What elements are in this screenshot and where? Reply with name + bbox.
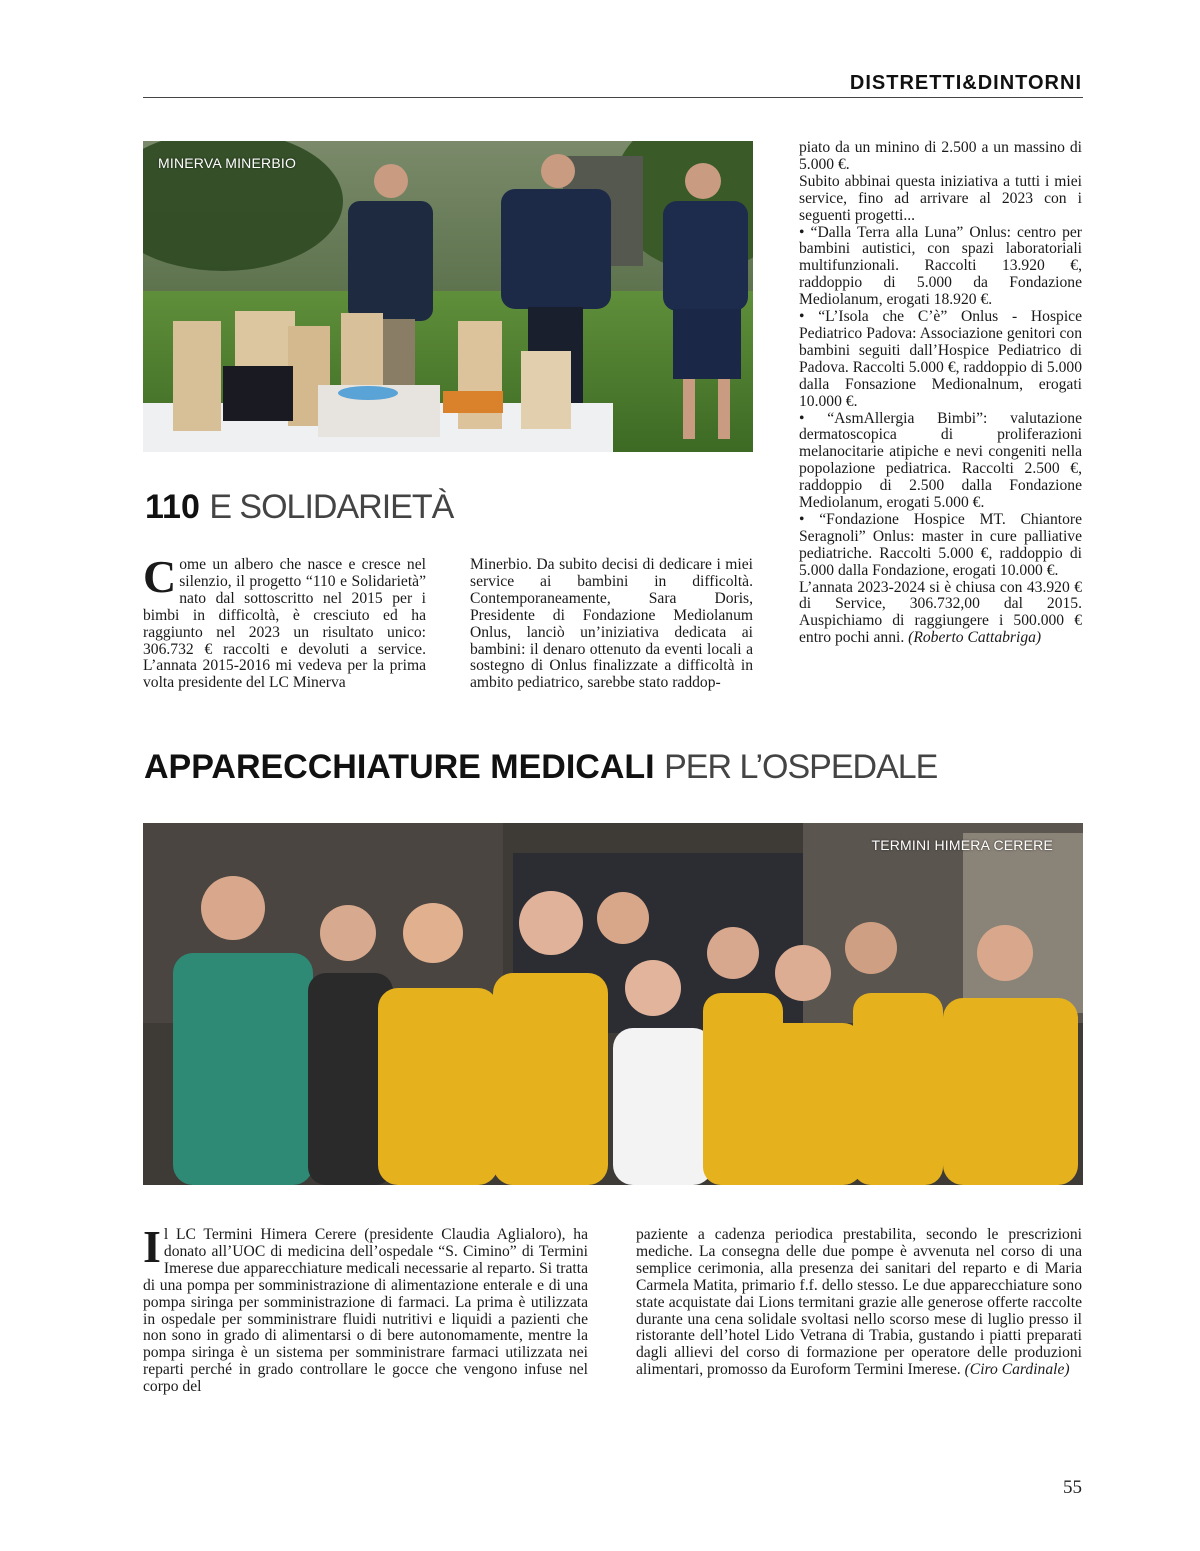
article1-column-3 bbox=[799, 140, 1082, 647]
paragraph bbox=[799, 580, 1082, 648]
paragraph: Subito abbinai questa iniziativa a tutti i miei service, fino ad arrivare al 2023 con i seguenti progetti... bbox=[799, 172, 1082, 224]
article2-photo bbox=[143, 823, 1083, 1185]
article2-column-1 bbox=[143, 1221, 588, 1396]
header-rule bbox=[143, 97, 1083, 98]
article2-col2-text: paziente a cadenza periodica prestabilita, secondo le prescrizioni mediche. La consegna delle due pompe è avvenuta nel corso di una semplice cerimonia, alla presenza dei sanitari del reparto e di Maria Carmela Matita, primario f.f. dello stesso. Le due apparecchiature sono state acquistate dai Lions termitani grazie alle generose offerte raccolte durante una cena solidale svoltasi nello scorso mese di luglio presso il ristorante dell’hotel Lido Vetrana di Trabia, gustando i piatti preparati dagli allievi del corso di formazione per operatore delle produzioni alimentari, promosso da Euroform Termini Imerese. bbox=[636, 1226, 1082, 1379]
list-item: • “AsmAllergia Bimbi”: valutazione dermatoscopica di proliferazioni melanocitarie atipiche e nevi congeniti nella popolazione pediatrica. Raccolti 2.500 €, raddoppio di 2.500 dalla Fondazione Mediolanum, erogati 5.000 €. bbox=[799, 409, 1082, 512]
article1-title-light: E SOLIDARIETÀ bbox=[209, 488, 454, 526]
article2-title-light: PER L’OSPEDALE bbox=[664, 748, 938, 786]
group-photo-illustration bbox=[143, 823, 1083, 1185]
article2-photo-caption: TERMINI HIMERA CERERE bbox=[871, 837, 1053, 853]
article2-col1-text: l LC Termini Himera Cerere (presidente Claudia Aglialoro), ha donato all’UOC di medicina dell’ospedale “S. Cimino” di Termini Imerese due apparecchiature medicali necessarie al reparto. Si tratta di una pompa per somministrazione di alimentazione enterale e di una pompa siringa per somministrazione di farmaci. La prima è utilizzata in ospedale per somministrare fluidi nutritivi e liquidi a pazienti che non sono in grado di alimentarsi o di bere autonomamente, mentre la pompa siringa è un sistema per somministrare farmaci utilizzata nei reparti perché in grado controllare le gocce che vengono infuse nel corpo del bbox=[143, 1226, 588, 1396]
list-item: • “L’Isola che C’è” Onlus - Hospice Pediatrico Padova: Associazione genitori con bambini seguiti dall’Hospice Pediatrico di Padova. Raccolti 5.000 €, raddoppio di 5.000 dalla Fonsazione Medionalnum, erogati 10.000 €. bbox=[799, 308, 1082, 410]
article2-signature: (Ciro Cardinale) bbox=[964, 1361, 1070, 1379]
article2-title bbox=[144, 750, 937, 784]
article1-col1-text: ome un albero che nasce e cresce nel silenzio, il progetto “110 e Solidarietà” nato dal sottoscritto nel 2015 per i bimbi in difficoltà, è cresciuto ed ha raggiunto nel 2023 un risultato unico: 306.732 € raccolti e devoluti a service. L’annata 2015-2016 mi vedeva per la prima volta presidente del LC Minerva bbox=[143, 556, 426, 692]
article2-dropcap: I bbox=[143, 1221, 161, 1272]
article2-title-bold: APPARECCHIATURE MEDICALI bbox=[144, 748, 655, 786]
article1-title bbox=[145, 490, 453, 524]
list-item: • “Fondazione Hospice MT. Chiantore Seragnoli” Onlus: master in cure palliative pediatriche. Raccolti 5.000 €, raddoppio di 5.000 dalla Fondazione, erogati 10.000 €. bbox=[799, 510, 1082, 579]
article1-photo-caption: MINERVA MINERBIO bbox=[158, 155, 297, 171]
article2-column-2 bbox=[636, 1227, 1082, 1379]
article1-column-2 bbox=[470, 557, 753, 692]
paragraph: piato da un minino di 2.500 a un massino di 5.000 €. bbox=[799, 139, 1082, 173]
section-label: DISTRETTI&DINTORNI bbox=[849, 72, 1082, 94]
article1-signature: (Roberto Cattabriga) bbox=[908, 629, 1042, 647]
article1-title-bold: 110 bbox=[145, 488, 200, 526]
article1-dropcap: C bbox=[143, 551, 177, 602]
list-item: • “Dalla Terra alla Luna” Onlus: centro per bambini autistici, con spazi laboratoriali multifunzionali. Raccolti 13.920 €, raddoppio di 5.000 da Fondazione Mediolanum, erogati 18.920 €. bbox=[799, 223, 1082, 309]
page-number: 55 bbox=[1063, 1477, 1082, 1498]
article1-photo bbox=[143, 141, 753, 452]
article1-col2-text: Minerbio. Da subito decisi di dedicare i miei service ai bambini in difficoltà. Contemporaneamente, Sara Doris, Presidente di Fondazione Mediolanum Onlus, lanciò un’iniziativa dedicata ai bambini: il denaro ottenuto da eventi locali a sostegno di Onlus finalizzate a difficoltà in ambito pediatrico, sarebbe stato raddop- bbox=[470, 556, 753, 692]
event-photo-illustration bbox=[143, 141, 753, 452]
closing-text: L’annata 2023-2024 si è chiusa con 43.920 € di Service, 306.732,00 dal 2015. Auspichiamo di raggiungere i 500.000 € entro pochi anni. bbox=[799, 578, 1082, 647]
article1-column-1 bbox=[143, 551, 426, 692]
